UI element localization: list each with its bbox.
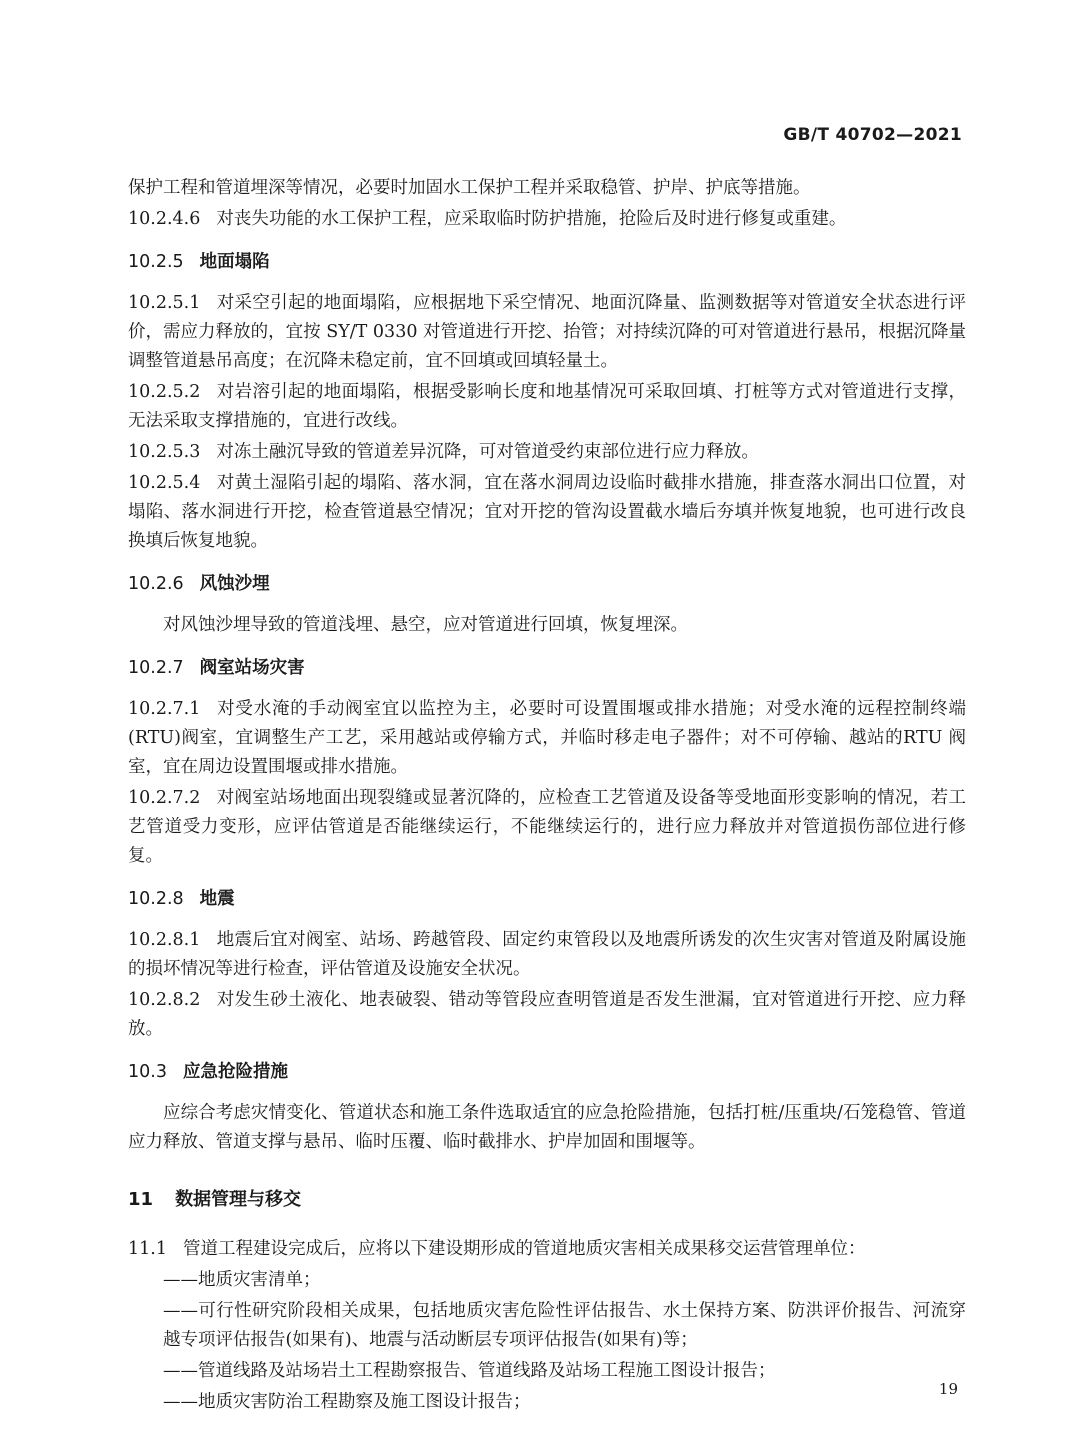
- clause-10-2-8-1: [128, 926, 966, 984]
- heading-number: 11: [128, 1189, 154, 1210]
- clause-text: 对阀室站场地面出现裂缝或显著沉降的，应检查工艺管道及设备等受地面形变影响的情况，若工艺管道受力变形，应评估管道是否能继续运行，不能继续运行的，进行应力释放并对管道损伤部位进行修复。: [128, 788, 966, 866]
- clause-number: 10.2.7.1: [128, 699, 201, 719]
- clause-number: 10.2.5.4: [128, 473, 201, 493]
- heading-10-2-5: [128, 248, 966, 277]
- heading-title: 阀室站场灾害: [199, 658, 305, 678]
- clause-10-3-text: 应综合考虑灾情变化、管道状态和施工条件选取适宜的应急抢险措施，包括打桩/压重块/石笼稳管、管道应力释放、管道支撑与悬吊、临时压覆、临时截排水、护岸加固和围堰等。: [128, 1103, 966, 1152]
- paragraph-continuation: 保护工程和管道埋深等情况，必要时加固水工保护工程并采取稳管、护岸、护底等措施。: [128, 178, 811, 198]
- heading-title: 应急抢险措施: [182, 1062, 288, 1082]
- clause-text: 对受水淹的手动阀室宜以监控为主，必要时可设置围堰或排水措施；对受水淹的远程控制终端(RTU)阀室，宜调整生产工艺，采用越站或停输方式，并临时移走电子器件；对不可停输、越站的RTU 阀室，宜在周边设置围堰或排水措施。: [128, 699, 966, 777]
- clause-number: 10.2.5.3: [128, 442, 201, 462]
- heading-title: 风蚀沙埋: [199, 574, 270, 594]
- clause-10-2-7-2: [128, 784, 966, 871]
- heading-10-2-7: [128, 654, 966, 683]
- clause-10-2-4-6: [128, 205, 966, 234]
- list-item: ——可行性研究阶段相关成果，包括地质灾害危险性评估报告、水土保持方案、防洪评价报告、河流穿越专项评估报告(如果有)、地震与活动断层专项评估报告(如果有)等；: [163, 1301, 966, 1350]
- clause-text: 对丧失功能的水工保护工程，应采取临时防护措施，抢险后及时进行修复或重建。: [216, 209, 847, 229]
- page-number: 19: [938, 1380, 958, 1398]
- heading-title: 数据管理与移交: [175, 1189, 302, 1210]
- heading-number: 10.2.5: [128, 252, 184, 272]
- clause-number: 10.2.8.1: [128, 930, 201, 950]
- clause-text: 对黄土湿陷引起的塌陷、落水洞，宜在落水洞周边设临时截排水措施，排查落水洞出口位置，对塌陷、落水洞进行开挖，检查管道悬空情况；宜对开挖的管沟设置截水墙后夯填并恢复地貌，也可进行改良换填后恢复地貌。: [128, 473, 966, 551]
- clause-number: 11.1: [128, 1239, 167, 1259]
- standard-code: GB/T 40702—2021: [783, 125, 962, 145]
- heading-number: 10.2.6: [128, 574, 184, 594]
- clause-10-2-5-4: [128, 469, 966, 556]
- clause-number: 10.2.5.1: [128, 293, 201, 313]
- heading-title: 地震: [199, 889, 235, 909]
- list-item: ——管道线路及站场岩土工程勘察报告、管道线路及站场工程施工图设计报告；: [163, 1361, 776, 1381]
- clause-text: 地震后宜对阀室、站场、跨越管段、固定约束管段以及地震所诱发的次生灾害对管道及附属设施的损坏情况等进行检查，评估管道及设施安全状况。: [128, 930, 966, 979]
- clause-text: 对采空引起的地面塌陷，应根据地下采空情况、地面沉降量、监测数据等对管道安全状态进行评价，需应力释放的，宜按 SY/T 0330 对管道进行开挖、抬管；对持续沉降的可对管道进行悬吊，根据沉降量调整管道悬吊高度；在沉降未稳定前，宜不回填或回填轻量土。: [128, 293, 966, 371]
- clause-11-1: [128, 1235, 966, 1264]
- clause-text: 对发生砂土液化、地表破裂、错动等管段应查明管道是否发生泄漏，宜对管道进行开挖、应力释放。: [128, 990, 966, 1039]
- clause-text: 管道工程建设完成后，应将以下建设期形成的管道地质灾害相关成果移交运营管理单位：: [182, 1239, 866, 1259]
- page-content: [128, 174, 966, 1419]
- list-item: ——地质灾害防治工程勘察及施工图设计报告；: [163, 1392, 531, 1412]
- clause-10-2-5-1: [128, 289, 966, 376]
- heading-number: 10.3: [128, 1062, 167, 1082]
- heading-10-2-6: [128, 570, 966, 599]
- clause-10-2-6-text: 对风蚀沙埋导致的管道浅埋、悬空，应对管道进行回填，恢复埋深。: [163, 615, 688, 635]
- clause-text: 对冻土融沉导致的管道差异沉降，可对管道受约束部位进行应力释放。: [216, 442, 759, 462]
- heading-number: 10.2.8: [128, 889, 184, 909]
- heading-11: [128, 1185, 966, 1215]
- heading-title: 地面塌陷: [199, 252, 270, 272]
- clause-10-2-5-2: [128, 378, 966, 436]
- heading-number: 10.2.7: [128, 658, 184, 678]
- clause-text: 对岩溶引起的地面塌陷，根据受影响长度和地基情况可采取回填、打桩等方式对管道进行支撑，无法采取支撑措施的，宜进行改线。: [128, 382, 966, 431]
- list-item: ——地质灾害清单；: [163, 1270, 321, 1290]
- clause-number: 10.2.5.2: [128, 382, 201, 402]
- clause-10-2-7-1: [128, 695, 966, 782]
- clause-number: 10.2.7.2: [128, 788, 201, 808]
- clause-10-2-5-3: [128, 438, 966, 467]
- clause-number: 10.2.8.2: [128, 990, 201, 1010]
- clause-number: 10.2.4.6: [128, 209, 201, 229]
- heading-10-3: [128, 1058, 966, 1087]
- clause-10-2-8-2: [128, 986, 966, 1044]
- heading-10-2-8: [128, 885, 966, 914]
